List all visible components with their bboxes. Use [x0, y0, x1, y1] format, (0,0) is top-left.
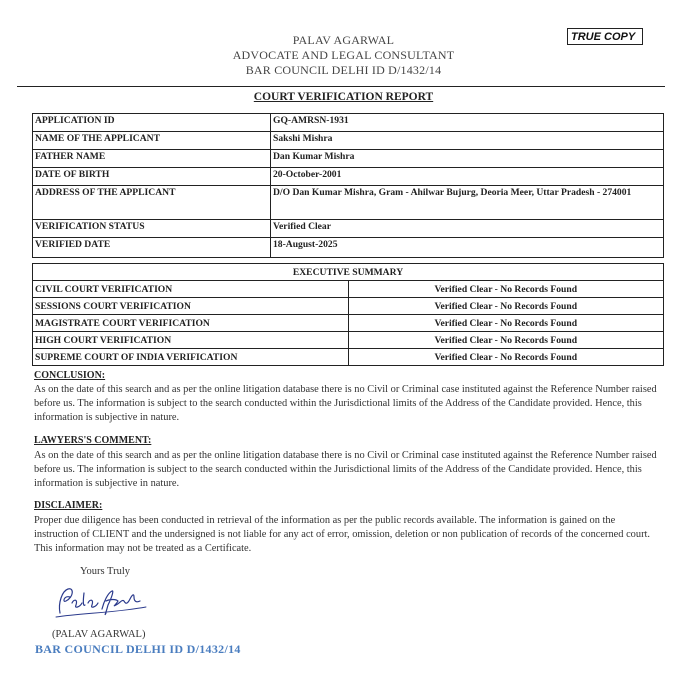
court-status: Verified Clear - No Records Found: [348, 315, 664, 332]
signatory-name: (PALAV AGARWAL): [52, 629, 146, 640]
row-label: FATHER NAME: [33, 150, 271, 168]
row-label: VERIFIED DATE: [33, 238, 271, 258]
summary-heading: EXECUTIVE SUMMARY: [33, 264, 664, 281]
conclusion-text: As on the date of this search and as per the online litigation database there is no Civil or Criminal case instituted against the Reference Number raised before us. The information is subject to the search conducted within the Jurisdictional limits of the Address of the Candidate provided. Hence, this information is subjective in nature.: [34, 384, 657, 423]
row-label: APPLICATION ID: [33, 114, 271, 132]
row-value: Verified Clear: [271, 220, 664, 238]
court-status: Verified Clear - No Records Found: [348, 281, 664, 298]
row-value: 18-August-2025: [271, 238, 664, 258]
row-label: DATE OF BIRTH: [33, 168, 271, 186]
court-status: Verified Clear - No Records Found: [348, 298, 664, 315]
row-label: NAME OF THE APPLICANT: [33, 132, 271, 150]
table-row: [33, 114, 664, 132]
advocate-name: PALAV AGARWAL: [292, 33, 395, 47]
court-status: Verified Clear - No Records Found: [348, 332, 664, 349]
executive-summary-table: [32, 263, 664, 366]
court-label: SESSIONS COURT VERIFICATION: [33, 298, 349, 315]
signature-image: [52, 583, 152, 623]
lawyers-comment-text: As on the date of this search and as per the online litigation database there is no Civil or Criminal case instituted against the Reference Number raised before us. The information is subject to the search conducted within the Jurisdictional limits of the Address of the Candidate provided. Hence, this information is subjective in nature.: [34, 450, 657, 489]
row-label: ADDRESS OF THE APPLICANT: [33, 186, 271, 220]
court-label: MAGISTRATE COURT VERIFICATION: [33, 315, 349, 332]
table-row: [33, 150, 664, 168]
table-row: [33, 281, 664, 298]
row-value: GQ-AMRSN-1931: [271, 114, 664, 132]
table-row: [33, 186, 664, 220]
row-value: Sakshi Mishra: [271, 132, 664, 150]
report-title: COURT VERIFICATION REPORT: [253, 91, 434, 103]
conclusion-title: CONCLUSION:: [34, 370, 106, 381]
court-status: Verified Clear - No Records Found: [348, 349, 664, 366]
disclaimer-text: Proper due diligence has been conducted in retrieval of the information as per the public records available. The information is gained on the instruction of CLIENT and the undersigned is not liable for any act of error, omission, deletion or non publication of records of the concerned court. This information may not be treated as a Certificate.: [34, 515, 651, 554]
disclaimer-title: DISCLAIMER:: [34, 500, 103, 511]
court-label: CIVIL COURT VERIFICATION: [33, 281, 349, 298]
court-label: SUPREME COURT OF INDIA VERIFICATION: [33, 349, 349, 366]
table-row: [33, 132, 664, 150]
table-row: [33, 168, 664, 186]
lawyers-comment-title: LAWYERS'S COMMENT:: [34, 435, 152, 446]
table-row: [33, 332, 664, 349]
true-copy-stamp: TRUE COPY: [567, 28, 643, 45]
table-row: [33, 298, 664, 315]
row-value: 20-October-2001: [271, 168, 664, 186]
table-row: [33, 315, 664, 332]
header-divider: [17, 86, 665, 87]
advocate-designation: ADVOCATE AND LEGAL CONSULTANT: [232, 48, 455, 62]
closing-text: Yours Truly: [80, 566, 131, 577]
table-row: [33, 238, 664, 258]
court-label: HIGH COURT VERIFICATION: [33, 332, 349, 349]
table-header-row: [33, 264, 664, 281]
row-label: VERIFICATION STATUS: [33, 220, 271, 238]
row-value: Dan Kumar Mishra: [271, 150, 664, 168]
row-value: D/O Dan Kumar Mishra, Gram - Ahilwar Bujurg, Deoria Meer, Uttar Pradesh - 274001: [271, 186, 664, 220]
advocate-bar-id: BAR COUNCIL DELHI ID D/1432/14: [245, 63, 442, 77]
signatory-bar-id: BAR COUNCIL DELHI ID D/1432/14: [35, 642, 241, 656]
applicant-info-table: [32, 113, 664, 258]
table-row: [33, 220, 664, 238]
table-row: [33, 349, 664, 366]
